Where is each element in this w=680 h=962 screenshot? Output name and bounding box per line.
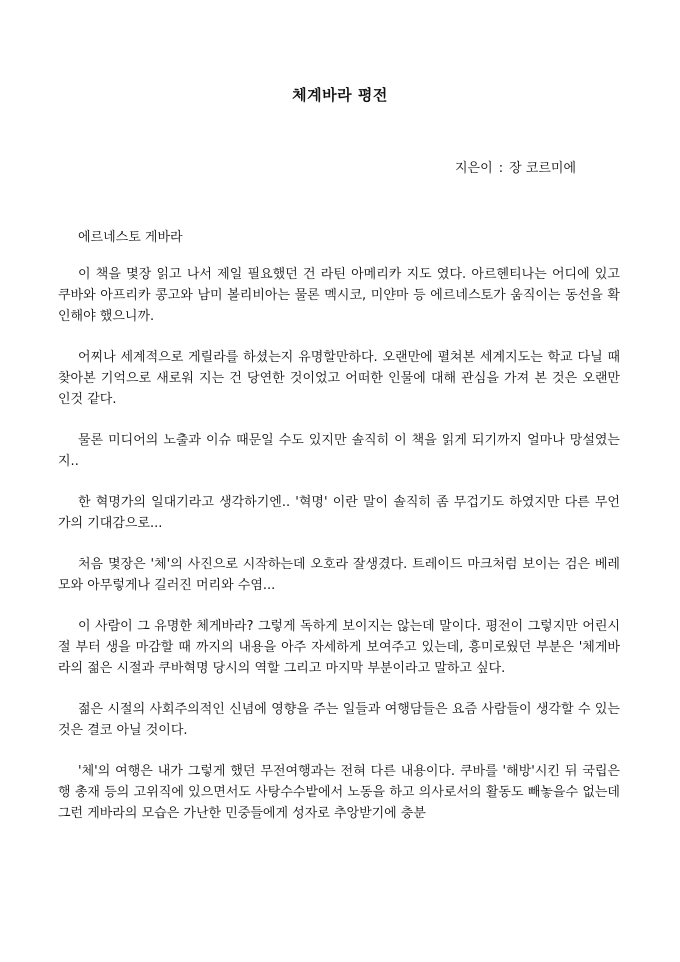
author-name: 장 코르미에 xyxy=(509,161,577,176)
author-separator: : xyxy=(498,161,504,176)
section-heading: 에르네스토 게바라 xyxy=(78,230,183,245)
paragraph: 한 혁명가의 일대기라고 생각하기엔.. '혁명' 이란 말이 솔직히 좀 무겁기도 하였지만 다른 무언가의 기대감으로... xyxy=(58,495,620,531)
paragraph: 이 책을 몇장 읽고 나서 제일 필요했던 건 라틴 아메리카 지도 였다. 아르헨티나는 어디에 있고 쿠바와 아프리카 콩고와 남미 볼리비아는 물론 멕시코, 미얀마 등 에르네스토가 움직이는 동선을 확인해야 했으니까. xyxy=(58,267,620,324)
document-body xyxy=(58,264,620,844)
paragraph: '체'의 여행은 내가 그렇게 했던 무전여행과는 전혀 다른 내용이다. 쿠바를 '해방'시킨 뒤 국립은행 총재 등의 고위직에 있으면서도 사탕수수밭에서 노동을 하고 의사로서의 활동도 빼놓을수 없는데 그런 게바라의 모습은 가난한 민중들에게 성자로 추앙받기에 충분 xyxy=(58,764,620,821)
paragraph: 이 사람이 그 유명한 체게바라? 그렇게 독하게 보이지는 않는데 말이다. 평전이 그렇지만 어린시절 부터 생을 마감할 때 까지의 내용을 아주 자세하게 보여주고 있는데, 흥미로웠던 부분은 '체게바라의 젊은 시절과 쿠바혁명 당시의 역할 그리고 마지막 부분이라고 말하고 싶다. xyxy=(58,619,620,676)
paragraph: 처음 몇장은 '체'의 사진으로 시작하는데 오호라 잘생겼다. 트레이드 마크처럼 보이는 검은 베레모와 아무렇게나 길러진 머리와 수염... xyxy=(58,557,620,593)
author-line xyxy=(455,157,576,176)
document-title: 체계바라 평전 xyxy=(292,86,388,104)
paragraph: 물론 미디어의 노출과 이슈 때문일 수도 있지만 솔직히 이 책을 읽게 되기까지 얼마나 망설였는지.. xyxy=(58,433,620,469)
paragraph: 어찌나 세계적으로 게릴라를 하셨는지 유명할만하다. 오랜만에 펼쳐본 세계지도는 학교 다닐 때 찾아본 기억으로 새로워 지는 건 당연한 것이었고 어떠한 인물에 대해 관심을 가져 본 것은 오랜만 인것 같다. xyxy=(58,350,620,407)
paragraph: 젊은 시절의 사회주의적인 신념에 영향을 주는 일들과 여행담들은 요즘 사람들이 생각할 수 있는 것은 결코 아닐 것이다. xyxy=(58,702,620,738)
author-label: 지은이 xyxy=(455,161,493,176)
